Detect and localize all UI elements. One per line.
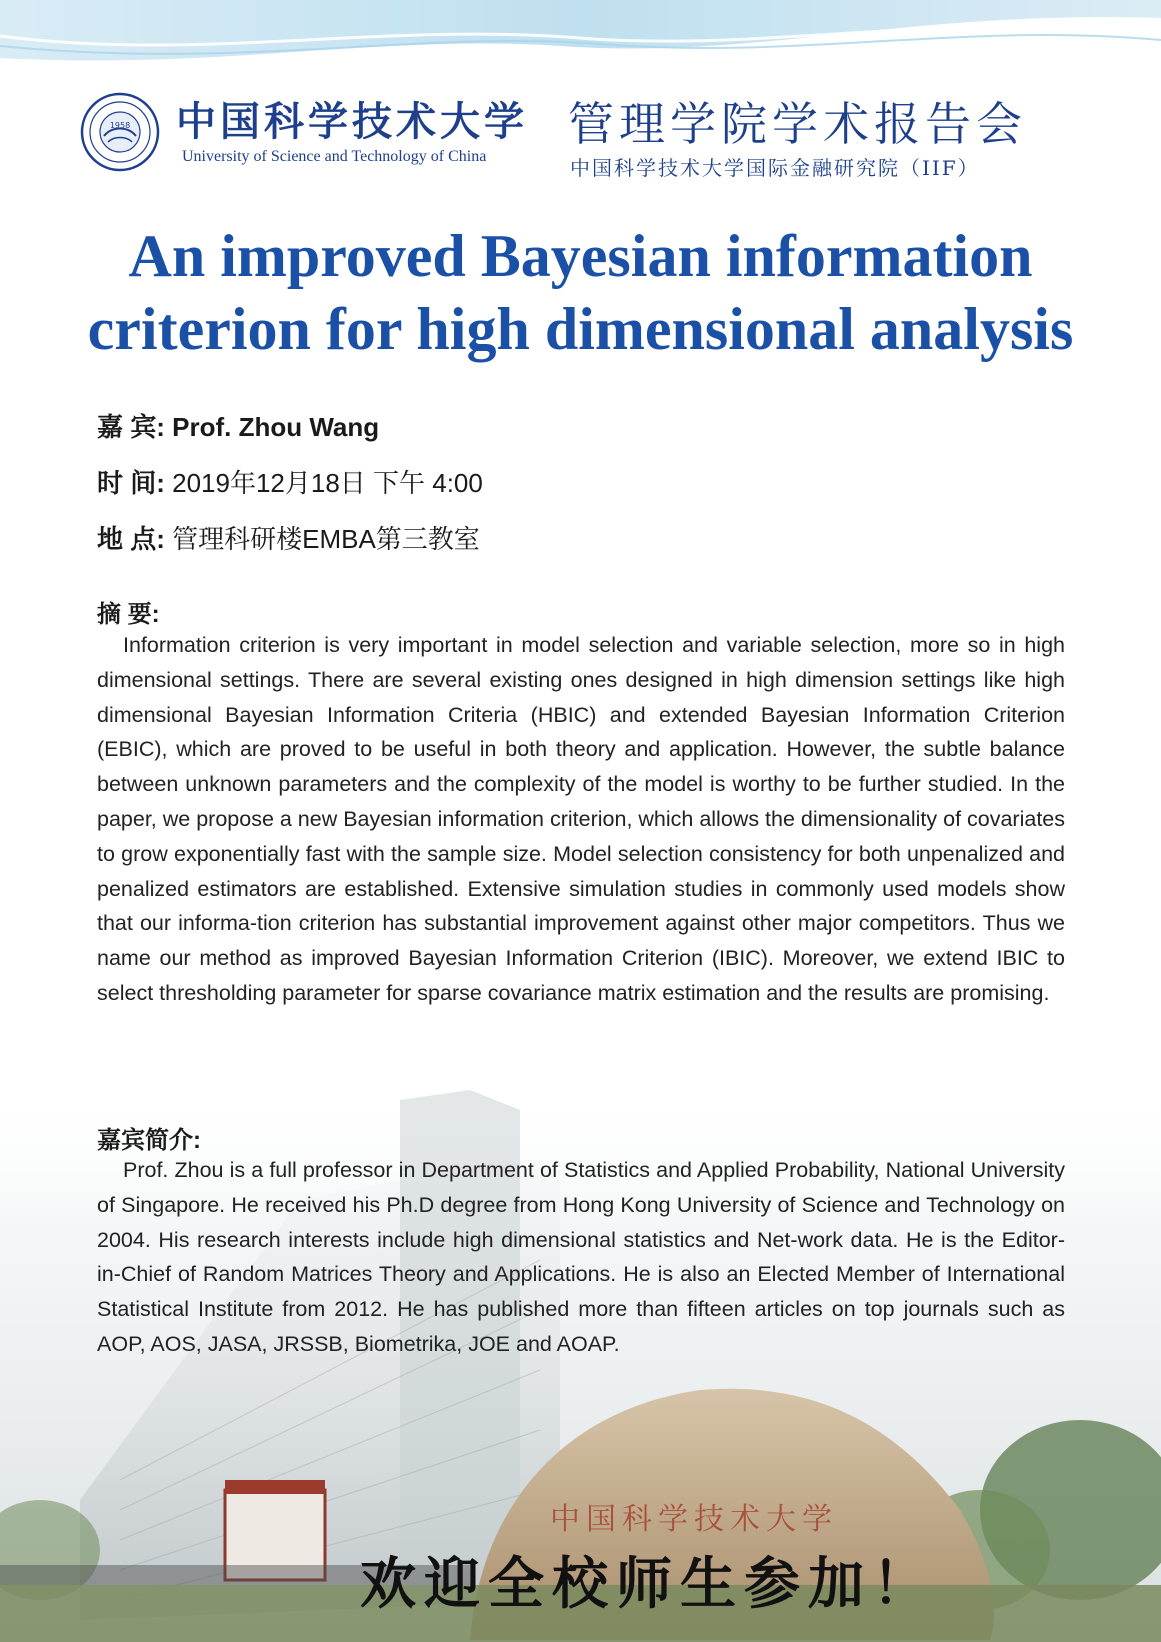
university-seal-logo bbox=[80, 92, 160, 172]
event-details bbox=[97, 408, 1057, 576]
university-name-en: University of Science and Technology of China bbox=[182, 148, 487, 165]
speaker-label: 嘉 宾: bbox=[97, 412, 165, 442]
talk-title-line-2: criterion for high dimensional analysis bbox=[87, 296, 1074, 362]
time-value: 2019年12月18日 下午 4:00 bbox=[172, 468, 483, 498]
svg-text:1958: 1958 bbox=[109, 121, 131, 130]
time-label: 时 间: bbox=[97, 468, 165, 498]
abstract-text: Information criterion is very important in model selection and variable selection, more so in high dimensional settings. There are several existing ones designed in high dimension settings like high dimensional Bayesian Information Criteria (HBIC) and extended Bayesian Information Criterion (EBIC), which are proved to be useful in both theory and application. However, the subtle balance between unknown parameters and the complexity of the model is worthy to be further studied. In the paper, we propose a new Bayesian information criterion, which allows the dimensionality of covariates to grow exponentially fast with the sample size. Model selection consistency for both unpenalized and penalized estimators are established. Extensive simulation studies in commonly used models show that our informa-tion criterion has substantial improvement against other major competitors. Thus we name our method as improved Bayesian Information Criterion (IBIC). Moreover, we extend IBIC to select thresholding parameter for sparse covariance matrix estimation and the results are promising. bbox=[97, 633, 1066, 1005]
header-wave-decoration bbox=[0, 0, 1161, 80]
talk-title bbox=[40, 220, 1121, 366]
welcome-slogan: 欢迎全校师生参加！ bbox=[360, 1551, 936, 1617]
time-row bbox=[97, 464, 1057, 520]
speaker-name: Prof. Zhou Wang bbox=[172, 412, 380, 442]
place-row bbox=[97, 520, 1057, 576]
bio-heading: 嘉宾简介: bbox=[97, 1127, 201, 1154]
university-name-cn: 中国科学技术大学 bbox=[176, 98, 528, 145]
bio-text: Prof. Zhou is a full professor in Department of Statistics and Applied Probability, National University of Singapore. He received his Ph.D degree from Hong Kong University of Science and Technology on 2004. His research interests include high dimensional statistics and Net-work data. He is the Editor-in-Chief of Random Matrices Theory and Applications. He is also an Elected Member of International Statistical Institute from 2012. He has published more than fifteen articles on top journals such as AOP, AOS, JASA, JRSSB, Biometrika, JOE and AOAP. bbox=[97, 1158, 1065, 1356]
place-value: 管理科研楼EMBA第三教室 bbox=[172, 524, 480, 554]
talk-title-line-1: An improved Bayesian information bbox=[128, 223, 1033, 289]
header bbox=[80, 88, 1090, 188]
abstract-heading: 摘 要: bbox=[97, 601, 160, 628]
place-label: 地 点: bbox=[97, 524, 165, 554]
stone-inscription: 中国科学技术大学 bbox=[550, 1502, 838, 1537]
speaker-row bbox=[97, 408, 1057, 464]
series-subtitle: 中国科学技术大学国际金融研究院（IIF） bbox=[570, 156, 980, 180]
series-title: 管理学院学术报告会 bbox=[568, 97, 1027, 151]
